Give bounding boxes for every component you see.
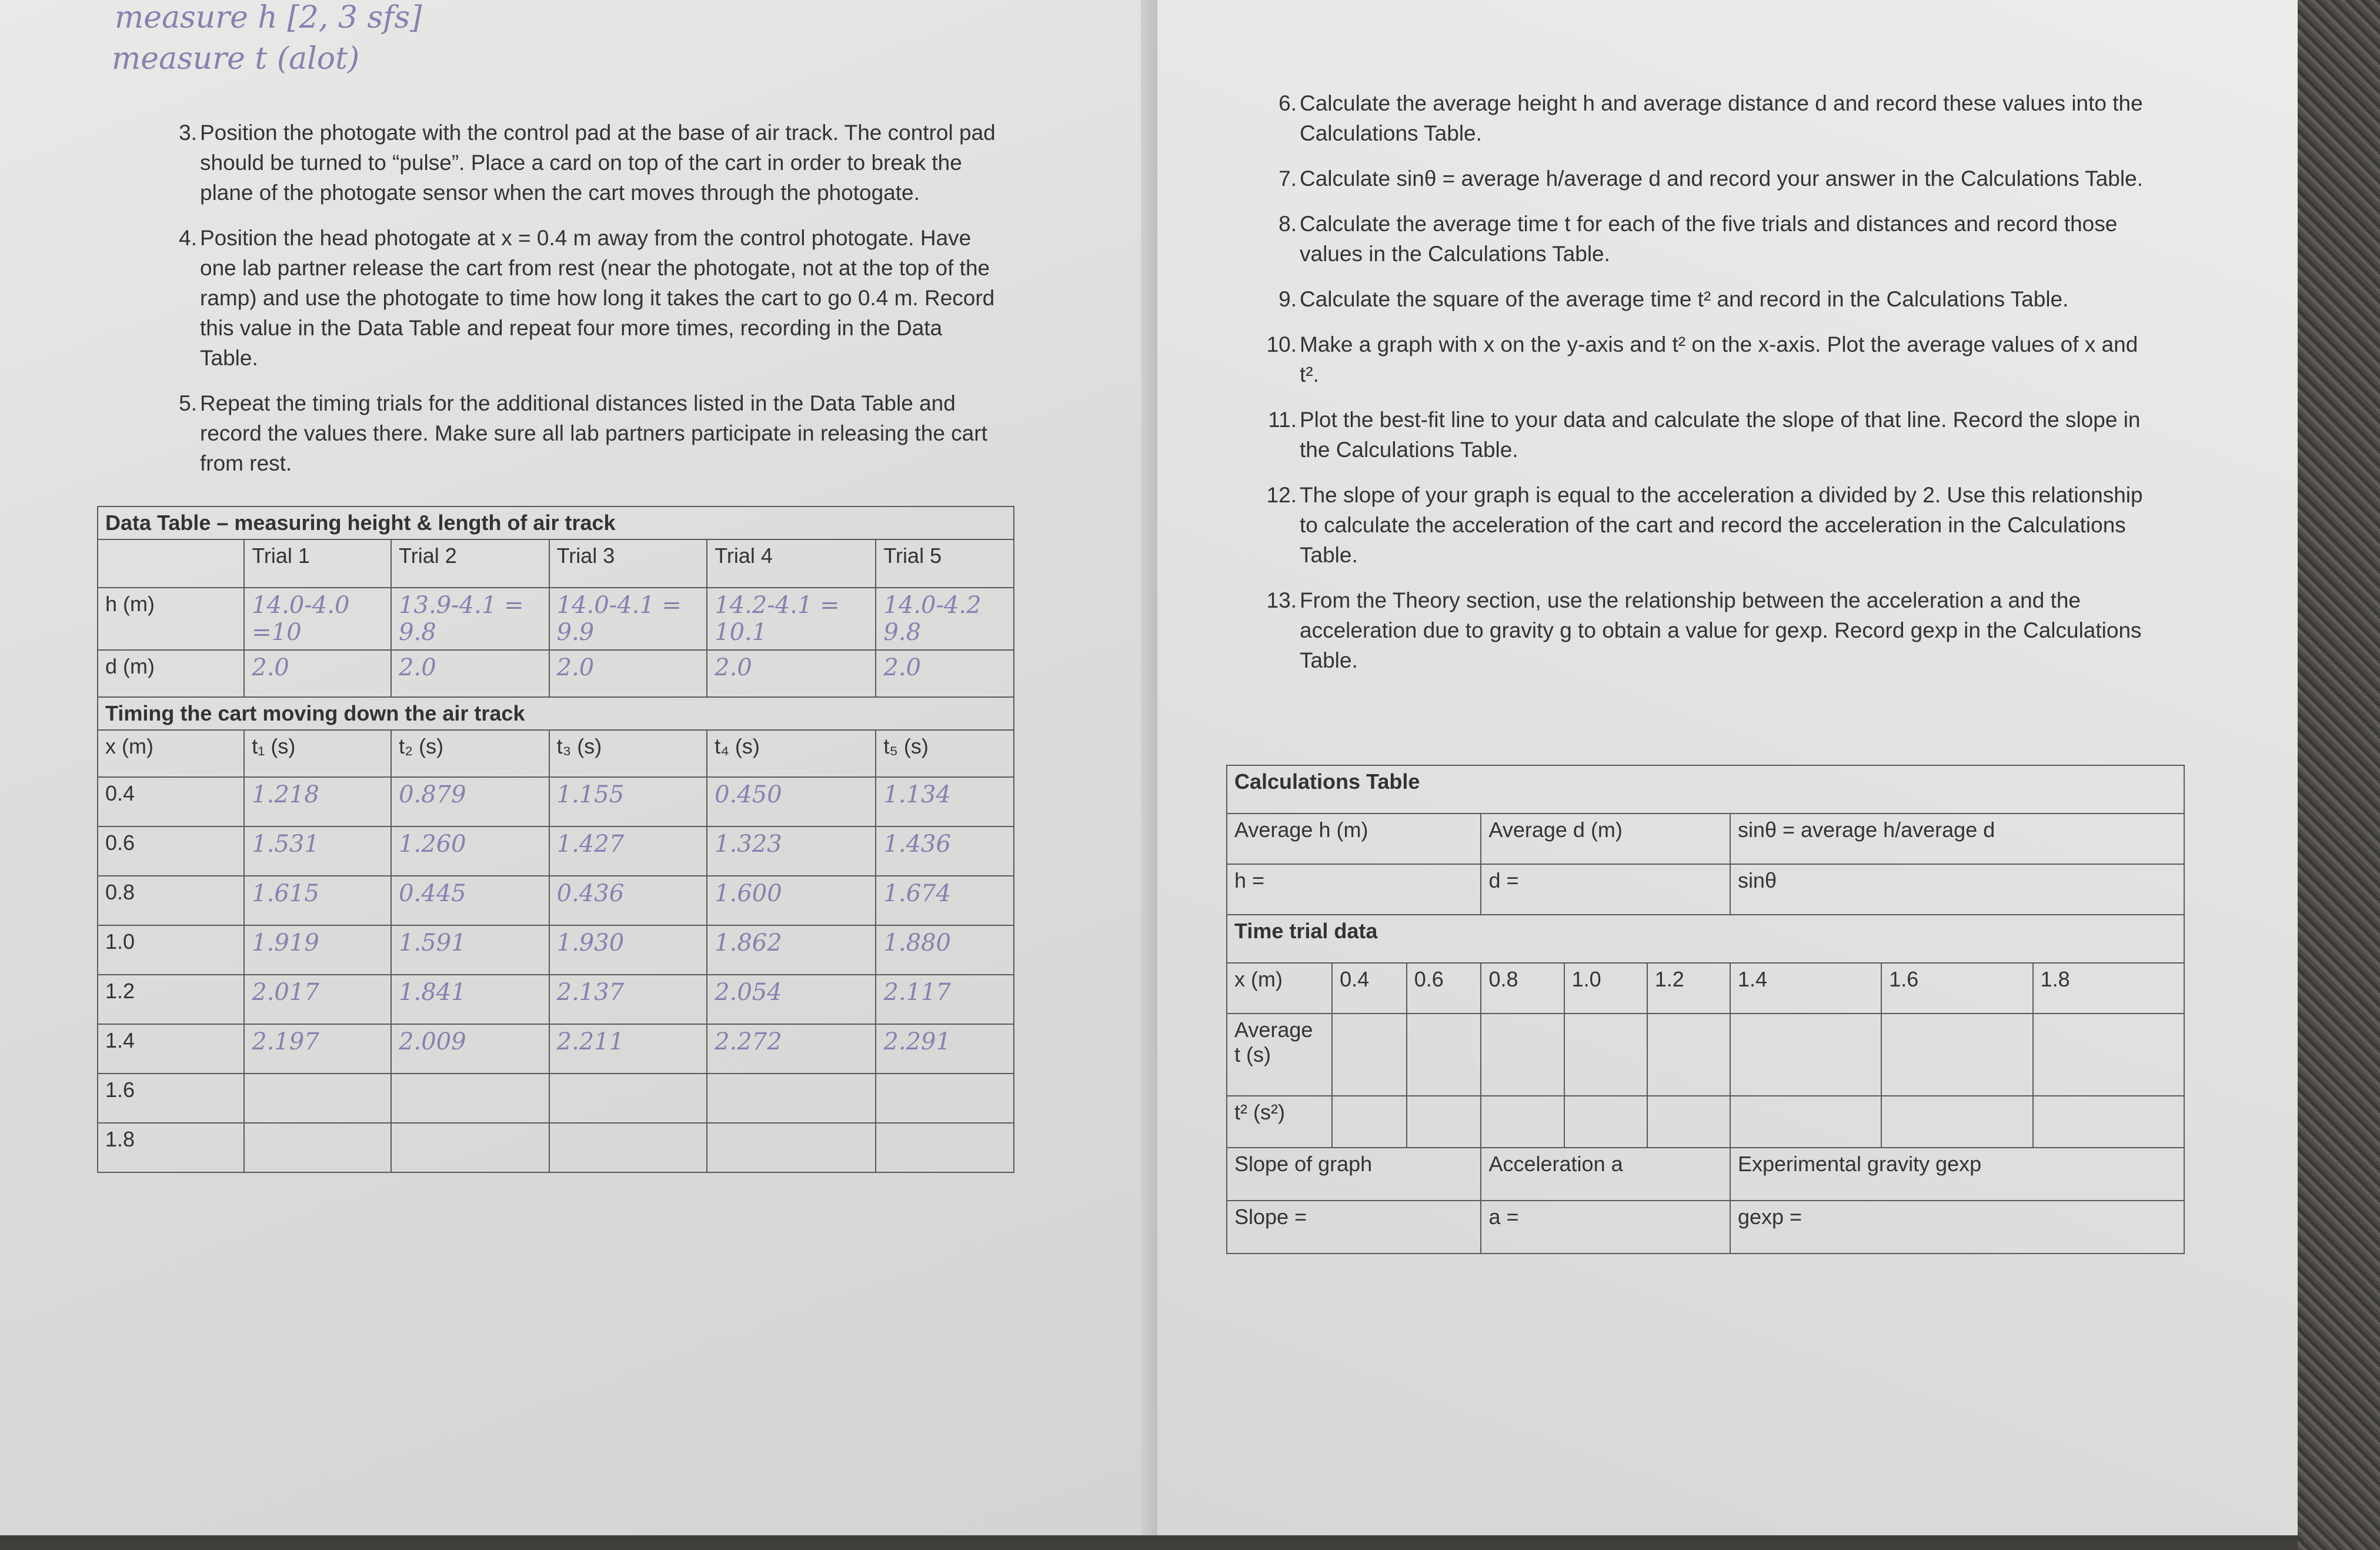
calculations-table <box>1226 765 2185 1254</box>
timing-section-title: Timing the cart moving down the air track <box>98 697 1014 730</box>
time-cell: 0.879 <box>391 777 549 826</box>
step-text: Plot the best-fit line to your data and calculate the slope of that line. Record the slope in the Calculations Table. <box>1300 408 2141 462</box>
step-text: Repeat the timing trials for the additional distances listed in the Data Table and record the values there. Make sure all lab partners participate in releasing the cart from rest. <box>200 391 987 475</box>
step-text: The slope of your graph is equal to the acceleration a divided by 2. Use this relationship to calculate the acceleration of the cart and record the acceleration in the Calculations Table. <box>1300 483 2143 567</box>
d-value-cell: 2.0 <box>391 650 549 697</box>
time-header-cell: t₃ (s) <box>549 730 707 777</box>
step-item <box>1266 480 2158 570</box>
time-cell: 2.017 <box>244 975 391 1024</box>
time-cell: 0.436 <box>549 876 707 925</box>
step-item <box>1279 88 2158 148</box>
time-header-cell: t₁ (s) <box>244 730 391 777</box>
step-text: Position the head photogate at x = 0.4 m away from the control photogate. Have one lab partner release the cart from rest (near the photogate, not at the top of the ramp) and use the photogate to time how long it takes the cart to go 0.4 m. Record this value in the Data Table and repeat four more times, recording in the Data Table. <box>200 226 995 370</box>
table-header-cell: Trial 3 <box>549 539 707 588</box>
step-number: 3. <box>179 121 197 145</box>
time-cell <box>549 1074 707 1123</box>
time-cell: 2.009 <box>391 1024 549 1074</box>
x-value-cell: 0.4 <box>1332 963 1407 1014</box>
avg-t-cell <box>1730 1014 1881 1096</box>
step-number: 11. <box>1268 408 1297 432</box>
gexp-label: Experimental gravity gexp <box>1730 1148 2184 1201</box>
avg-t-cell <box>1481 1014 1564 1096</box>
step-number: 7. <box>1279 166 1297 191</box>
table-row <box>98 826 1014 876</box>
time-cell: 2.197 <box>244 1024 391 1074</box>
step-item <box>179 223 1000 373</box>
x-value-cell: 1.8 <box>2033 963 2184 1014</box>
time-cell: 1.674 <box>876 876 1014 925</box>
x-cell: 1.6 <box>98 1074 244 1123</box>
t2-cell <box>1332 1096 1407 1148</box>
d-value-cell: 2.0 <box>549 650 707 697</box>
slope-equals-cell: Slope = <box>1227 1201 1481 1254</box>
sin-value-cell: sinθ <box>1730 864 2184 915</box>
time-cell: 1.841 <box>391 975 549 1024</box>
table-header-cell: Trial 5 <box>876 539 1014 588</box>
gexp-equals-cell: gexp = <box>1730 1201 2184 1254</box>
table-row <box>98 777 1014 826</box>
avg-t-label-cell: Average t (s) <box>1227 1014 1332 1096</box>
table-header-cell: Trial 1 <box>244 539 391 588</box>
time-cell <box>707 1074 876 1123</box>
time-cell: 1.919 <box>244 925 391 975</box>
h-equals-cell: h = <box>1227 864 1481 915</box>
step-number: 8. <box>1279 212 1297 236</box>
time-header-cell: t₂ (s) <box>391 730 549 777</box>
t2-cell <box>1730 1096 1881 1148</box>
time-cell: 0.450 <box>707 777 876 826</box>
h-value-cell: 14.0-4.1 = 9.9 <box>549 588 707 650</box>
time-trial-title: Time trial data <box>1227 915 2184 963</box>
step-item <box>1266 329 2158 389</box>
sin-label: sinθ = average h/average d <box>1730 814 2184 864</box>
background-surface <box>2298 0 2380 1550</box>
table-header-cell: Trial 2 <box>391 539 549 588</box>
table-row <box>98 925 1014 975</box>
time-cell: 1.436 <box>876 826 1014 876</box>
step-number: 10. <box>1266 332 1297 356</box>
table-header-cell <box>98 539 244 588</box>
table-row <box>98 975 1014 1024</box>
time-cell: 1.600 <box>707 876 876 925</box>
avg-t-cell <box>1647 1014 1730 1096</box>
x-value-cell: 1.2 <box>1647 963 1730 1014</box>
time-cell <box>876 1074 1014 1123</box>
time-cell <box>244 1123 391 1172</box>
t2-cell <box>1647 1096 1730 1148</box>
step-number: 12. <box>1266 483 1297 507</box>
step-text: From the Theory section, use the relationship between the acceleration a and the acceleration due to gravity g to obtain a value for gexp. Record gexp in the Calculations Table. <box>1300 588 2142 672</box>
step-number: 13. <box>1266 588 1297 612</box>
step-item <box>1279 164 2158 194</box>
x-cell: 1.8 <box>98 1123 244 1172</box>
t2-cell <box>1481 1096 1564 1148</box>
step-item <box>1279 209 2158 269</box>
t2-cell <box>1564 1096 1647 1148</box>
h-value-cell: 13.9-4.1 = 9.8 <box>391 588 549 650</box>
time-cell: 1.155 <box>549 777 707 826</box>
time-cell: 1.260 <box>391 826 549 876</box>
step-number: 9. <box>1279 287 1297 311</box>
x-value-cell: 1.0 <box>1564 963 1647 1014</box>
t2-cell <box>1407 1096 1481 1148</box>
x-cell: 0.6 <box>98 826 244 876</box>
time-cell: 2.117 <box>876 975 1014 1024</box>
time-cell <box>876 1123 1014 1172</box>
time-cell <box>707 1123 876 1172</box>
time-header-cell: t₄ (s) <box>707 730 876 777</box>
x-cell: 0.4 <box>98 777 244 826</box>
avg-t-cell <box>1332 1014 1407 1096</box>
time-cell <box>549 1123 707 1172</box>
step-item <box>1268 405 2158 465</box>
step-number: 5. <box>179 391 197 415</box>
step-item <box>179 388 1000 478</box>
step-text: Calculate the square of the average time t² and record in the Calculations Table. <box>1300 287 2069 311</box>
x-label-cell: x (m) <box>1227 963 1332 1014</box>
t2-cell <box>2033 1096 2184 1148</box>
avg-t-cell <box>1881 1014 2032 1096</box>
x-value-cell: 0.6 <box>1407 963 1481 1014</box>
d-row-label: d (m) <box>98 650 244 697</box>
h-row-label: h (m) <box>98 588 244 650</box>
a-equals-cell: a = <box>1481 1201 1730 1254</box>
time-cell: 1.880 <box>876 925 1014 975</box>
time-cell <box>391 1074 549 1123</box>
avg-t-cell <box>1564 1014 1647 1096</box>
d-value-cell: 2.0 <box>244 650 391 697</box>
time-cell: 2.272 <box>707 1024 876 1074</box>
x-cell: 1.2 <box>98 975 244 1024</box>
data-table-title: Data Table – measuring height & length of air track <box>98 506 1014 539</box>
avg-t-cell <box>1407 1014 1481 1096</box>
right-steps-list <box>1266 88 2158 691</box>
x-cell: 0.8 <box>98 876 244 925</box>
time-header-cell: t₅ (s) <box>876 730 1014 777</box>
left-steps-list <box>179 118 1000 494</box>
time-cell <box>244 1074 391 1123</box>
time-cell: 1.531 <box>244 826 391 876</box>
h-value-cell: 14.0-4.2 9.8 <box>876 588 1014 650</box>
time-header-cell: x (m) <box>98 730 244 777</box>
time-cell: 1.591 <box>391 925 549 975</box>
x-value-cell: 1.4 <box>1730 963 1881 1014</box>
time-cell: 1.427 <box>549 826 707 876</box>
data-table <box>97 506 1014 1173</box>
time-cell: 2.054 <box>707 975 876 1024</box>
handwritten-note-1: measure h [2, 3 sfs] <box>115 0 422 35</box>
time-cell: 0.445 <box>391 876 549 925</box>
time-cell <box>391 1123 549 1172</box>
avg-h-label: Average h (m) <box>1227 814 1481 864</box>
table-row <box>98 1074 1014 1123</box>
acceleration-label: Acceleration a <box>1481 1148 1730 1201</box>
step-item <box>1279 284 2158 314</box>
time-cell: 1.930 <box>549 925 707 975</box>
calc-table-title: Calculations Table <box>1227 765 2184 814</box>
step-text: Position the photogate with the control pad at the base of air track. The control pad should be turned to “pulse”. Place a card on top of the cart in order to break the plane of the photogate sensor when the cart moves through the photogate. <box>200 121 996 205</box>
d-value-cell: 2.0 <box>876 650 1014 697</box>
step-text: Make a graph with x on the y-axis and t² on the x-axis. Plot the average values of x and t². <box>1300 332 2138 386</box>
slope-label: Slope of graph <box>1227 1148 1481 1201</box>
h-value-cell: 14.2-4.1 = 10.1 <box>707 588 876 650</box>
h-value-cell: 14.0-4.0 =10 <box>244 588 391 650</box>
table-row <box>98 876 1014 925</box>
x-value-cell: 0.8 <box>1481 963 1564 1014</box>
table-row <box>98 1024 1014 1074</box>
avg-t-cell <box>2033 1014 2184 1096</box>
step-text: Calculate the average time t for each of the five trials and distances and record those values in the Calculations Table. <box>1300 212 2118 266</box>
d-equals-cell: d = <box>1481 864 1730 915</box>
x-cell: 1.4 <box>98 1024 244 1074</box>
d-value-cell: 2.0 <box>707 650 876 697</box>
time-cell: 1.862 <box>707 925 876 975</box>
time-cell: 1.323 <box>707 826 876 876</box>
step-number: 6. <box>1279 91 1297 115</box>
time-cell: 1.615 <box>244 876 391 925</box>
x-cell: 1.0 <box>98 925 244 975</box>
step-text: Calculate sinθ = average h/average d and record your answer in the Calculations Table. <box>1300 166 2143 191</box>
t2-label-cell: t² (s²) <box>1227 1096 1332 1148</box>
time-cell: 2.291 <box>876 1024 1014 1074</box>
avg-d-label: Average d (m) <box>1481 814 1730 864</box>
table-row <box>98 1123 1014 1172</box>
table-header-cell: Trial 4 <box>707 539 876 588</box>
x-value-cell: 1.6 <box>1881 963 2032 1014</box>
step-item <box>1266 585 2158 675</box>
time-cell: 1.218 <box>244 777 391 826</box>
handwritten-note-2: measure t (alot) <box>112 41 360 76</box>
step-text: Calculate the average height h and average distance d and record these values into the Calculations Table. <box>1300 91 2143 145</box>
time-cell: 1.134 <box>876 777 1014 826</box>
step-item <box>179 118 1000 208</box>
time-cell: 2.137 <box>549 975 707 1024</box>
step-number: 4. <box>179 226 197 250</box>
t2-cell <box>1881 1096 2032 1148</box>
time-cell: 2.211 <box>549 1024 707 1074</box>
